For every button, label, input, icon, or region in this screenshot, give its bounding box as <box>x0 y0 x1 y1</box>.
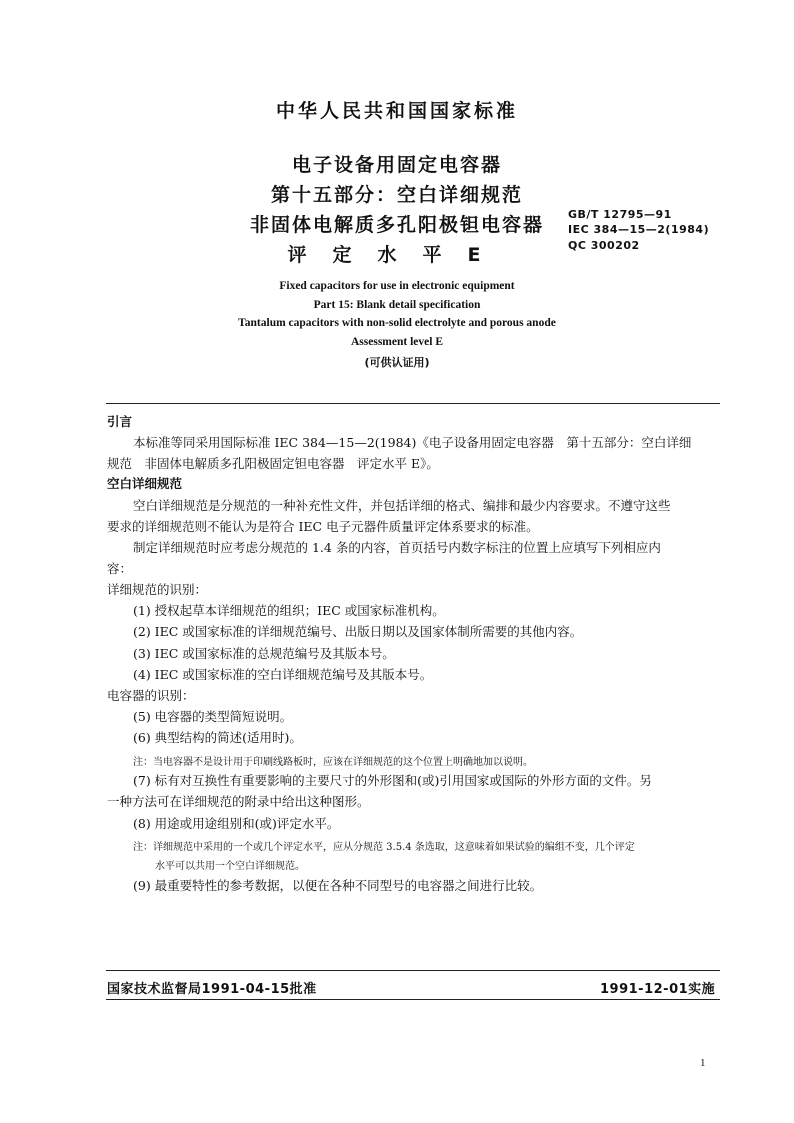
intro-paragraph-line1: 本标准等同采用国际标准 IEC 384—15—2(1984)《电子设备用固定电容器 第十五部分：空白详细 <box>133 435 692 450</box>
list-item-3: (3) IEC 或国家标准的总规范编号及其版本号。 <box>133 646 395 661</box>
title-en-line4: Assessment level E <box>351 336 443 348</box>
list-item-6: (6) 典型结构的简述(适用时)。 <box>133 730 302 745</box>
note-1: 注：当电容器不是设计用于印刷线路板时，应该在详细规范的这个位置上明确地加以说明。 <box>133 757 533 768</box>
spec-identification-heading: 详细规范的识别： <box>107 582 208 597</box>
bds-paragraph2-line2: 容： <box>107 561 133 576</box>
list-item-9: (9) 最重要特性的参考数据，以便在各种不同型号的电容器之间进行比较。 <box>133 878 543 893</box>
approval-date: 国家技术监督局1991-04-15批准 <box>107 982 317 997</box>
gb-standard-number: GB/T 12795—91 <box>568 208 672 221</box>
title-cn-line1: 电子设备用固定电容器 <box>291 154 502 176</box>
note-2-line1: 注：详细规范中采用的一个或几个评定水平，应从分规范 3.5.4 条选取，这意味着如果试验的编组不变，几个评定 <box>133 842 635 853</box>
title-cn-line2: 第十五部分：空白详细规范 <box>270 184 523 206</box>
national-standard-header: 中华人民共和国国家标准 <box>275 100 518 122</box>
bds-paragraph1-line1: 空白详细规范是分规范的一种补充性文件，并包括详细的格式、编排和最少内容要求。不遵守这些 <box>133 498 671 513</box>
iec-standard-number: IEC 384—15—2(1984) <box>568 223 710 236</box>
capacitor-identification-heading: 电容器的识别： <box>107 688 195 703</box>
title-cn-line3: 非固体电解质多孔阳极钽电容器 <box>249 214 544 236</box>
title-en-line1: Fixed capacitors for use in electronic equipment <box>279 280 515 292</box>
list-item-8: (8) 用途或用途组别和(或)评定水平。 <box>133 816 340 831</box>
list-item-1: (1) 授权起草本详细规范的组织；IEC 或国家标准机构。 <box>133 603 445 618</box>
top-divider <box>106 403 720 404</box>
footer-divider <box>106 999 720 1000</box>
title-en-line2: Part 15: Blank detail specification <box>313 299 481 311</box>
intro-heading: 引言 <box>107 414 133 429</box>
certification-note: (可供认证用) <box>364 356 430 369</box>
title-en-line3: Tantalum capacitors with non-solid electrolyte and porous anode <box>238 317 556 329</box>
bds-paragraph1-line2: 要求的详细规范则不能认为是符合 IEC 电子元器件质量评定体系要求的标准。 <box>107 519 539 534</box>
list-item-5: (5) 电容器的类型简短说明。 <box>133 709 293 724</box>
list-item-4: (4) IEC 或国家标准的空白详细规范编号及其版本号。 <box>133 667 433 682</box>
bds-paragraph2-line1: 制定详细规范时应考虑分规范的 1.4 条的内容，首页括号内数字标注的位置上应填写下列相应内 <box>133 540 661 555</box>
blank-detail-spec-heading: 空白详细规范 <box>107 476 183 491</box>
bottom-divider <box>106 970 720 971</box>
note-2-line2: 水平可以共用一个空白详细规范。 <box>155 861 305 872</box>
title-cn-line4: 评定水平E <box>287 244 507 266</box>
list-item-7-line2: 一种方法可在详细规范的附录中给出这种图形。 <box>107 794 370 809</box>
intro-paragraph-line2: 规范 非固体电解质多孔阳极固定钽电容器 评定水平 E》。 <box>107 456 439 471</box>
list-item-7-line1: (7) 标有对互换性有重要影响的主要尺寸的外形图和(或)引用国家或国际的外形方面的文件。另 <box>133 773 652 788</box>
list-item-2: (2) IEC 或国家标准的详细规范编号、出版日期以及国家体制所需要的其他内容。 <box>133 624 583 639</box>
qc-standard-number: QC 300202 <box>568 239 640 252</box>
page-number: 1 <box>700 1057 706 1069</box>
implementation-date: 1991-12-01实施 <box>600 982 716 997</box>
